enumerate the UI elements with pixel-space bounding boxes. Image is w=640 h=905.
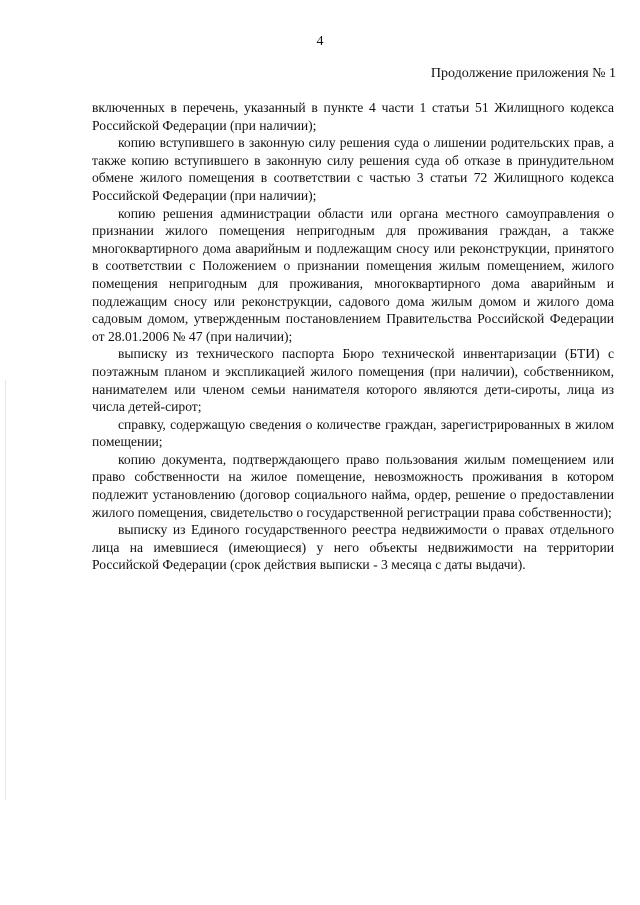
document-body <box>92 99 614 574</box>
scan-edge-line <box>5 380 6 800</box>
paragraph: копию документа, подтверждающего право пользования жилым помещением или право собственности на жилое помещение, невозможность проживания в котором подлежит установлению (договор социального найма, ордер, решение о предоставлении жилого помещения, свидетельство о государственной регистрации права собственности); <box>92 451 614 520</box>
appendix-continuation-heading: Продолжение приложения № 1 <box>430 66 616 81</box>
paragraph: справку, содержащую сведения о количестве граждан, зарегистрированных в жилом помещении; <box>92 416 614 450</box>
paragraph: копию решения администрации области или органа местного самоуправления о признании жилого помещения непригодным для проживания граждан, а также многоквартирного дома аварийным и подлежащим сносу или реконструкции, принятого в соответствии с Положением о признании помещения жилым помещением, жилого помещения непригодным для проживания, многоквартирного дома аварийным и подлежащим сносу или реконструкции, садового дома жилым домом и жилого дома садовым домом, утвержденным постановлением Правительства Российской Федерации от 28.01.2006 № 47 (при наличии); <box>92 205 614 344</box>
paragraph: включенных в перечень, указанный в пункте 4 части 1 статьи 51 Жилищного кодекса Российской Федерации (при наличии); <box>92 100 614 133</box>
paragraph: копию вступившего в законную силу решения суда о лишении родительских прав, а также копию вступившего в законную силу решения суда об отказе в принудительном обмене жилого помещения в соответствии с частью 3 статьи 72 Жилищного кодекса Российской Федерации (при наличии); <box>92 135 614 203</box>
paragraph: выписку из Единого государственного реестра недвижимости о правах отдельного лица на имевшиеся (имеющиеся) у него объекты недвижимости на территории Российской Федерации (срок действия выписки - 3 месяца с даты выдачи). <box>92 522 614 573</box>
paragraph: выписку из технического паспорта Бюро технической инвентаризации (БТИ) с поэтажным планом и экспликацией жилого помещения (при наличии), собственником, нанимателем или членом семьи нанимателя которого являются дети-сироты, лица из числа детей-сирот; <box>92 346 614 415</box>
page-number: 4 <box>316 34 324 49</box>
